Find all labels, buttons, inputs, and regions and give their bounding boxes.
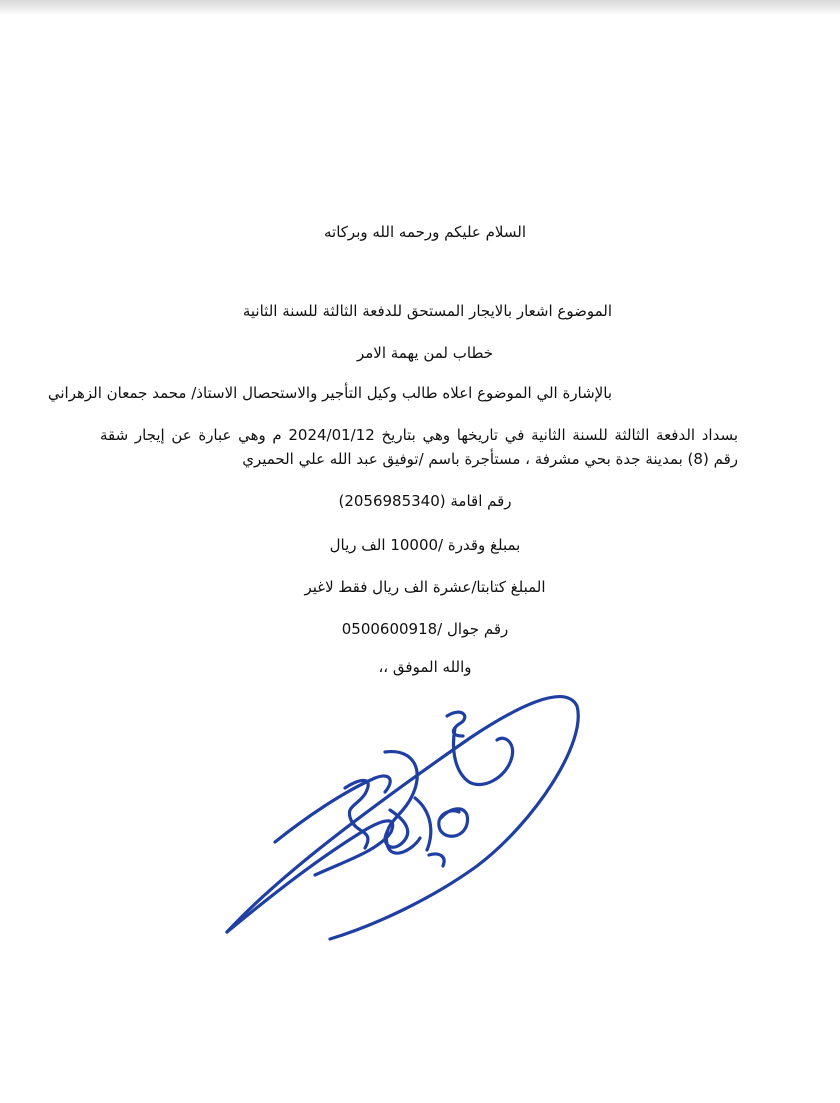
addressee-line: خطاب لمن يهمة الامر [356,344,494,362]
reference-line: بالإشارة الي الموضوع اعلاه طالب وكيل التأجير والاستحصال الاستاذ/ محمد جمعان الزهراني [47,384,612,402]
residence-id-line: رقم اقامة (2056985340) [338,492,512,510]
amount-line: بمبلغ وقدرة /10000 الف ريال [329,536,521,554]
subject-line: الموضوع اشعار بالايجار المستحق للدفعة الثالثة للسنة الثانية [242,302,612,320]
greeting-line: السلام عليكم ورحمه الله وبركاته [324,223,526,241]
handwritten-signature [215,680,595,945]
mobile-number-line: رقم جوال /0500600918 [341,620,509,638]
closing-line: والله الموفق ،، [378,658,472,676]
body-paragraph: بسداد الدفعة الثالثة للسنة الثانية في تاريخها وهي بتاريخ 2024/01/12 م وهي عبارة عن إيجار شقة رقم (8) بمدينة جدة بحي مشرفة ، مستأجرة باسم /توفيق عبد الله علي الحميري [100,426,739,468]
amount-in-words-line: المبلغ كتابتا/عشرة الف ريال فقط لاغير [304,578,546,596]
